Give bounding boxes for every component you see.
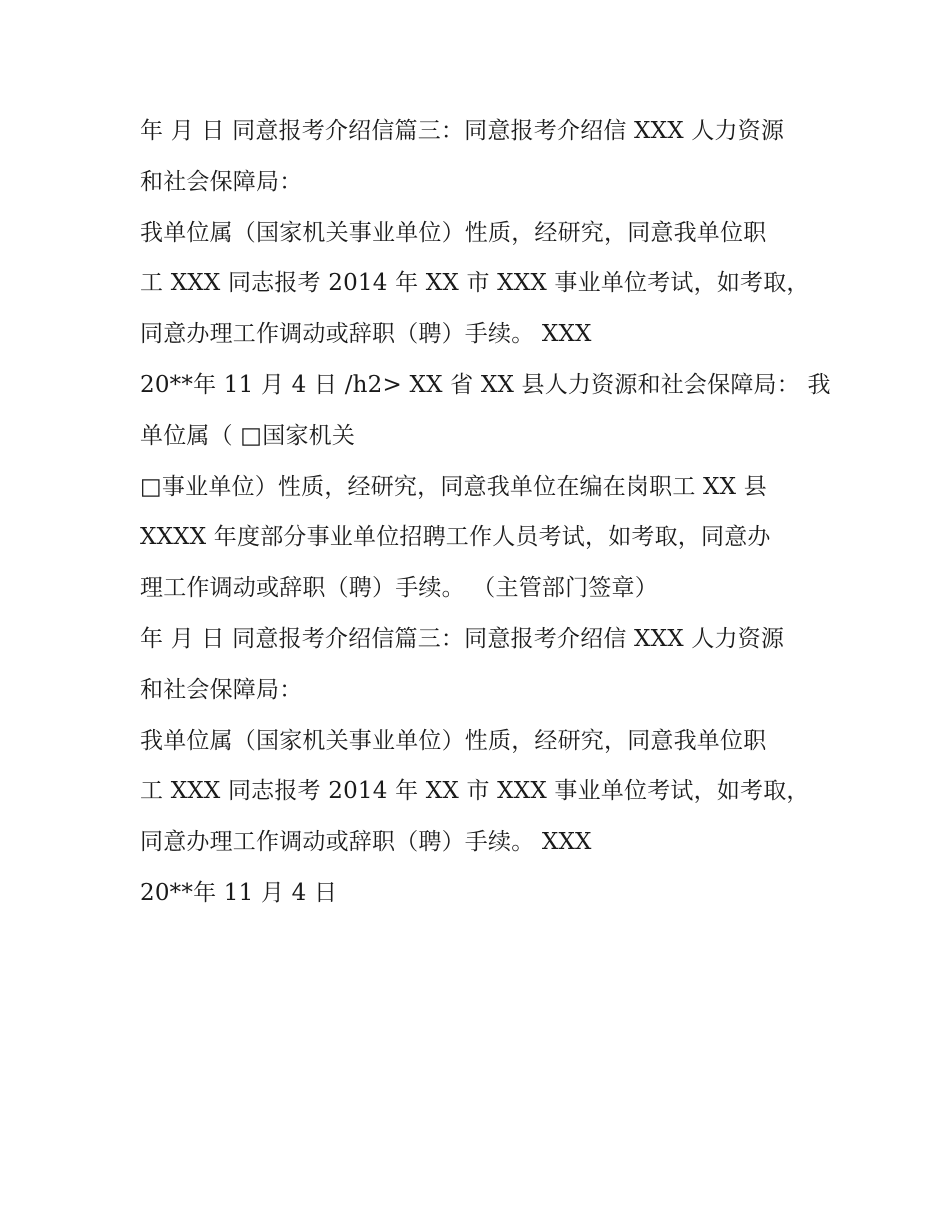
text-line-16: 20**年 11 月 4 日 bbox=[140, 879, 338, 906]
text-line-2: 和社会保障局： bbox=[140, 168, 303, 195]
text-line-7: 单位属（ □国家机关 bbox=[140, 422, 356, 449]
text-line-12: 和社会保障局： bbox=[140, 676, 303, 703]
text-line-6: 20**年 11 月 4 日 /h2> XX 省 XX 县人力资源和社会保障局： 我 bbox=[140, 371, 831, 398]
text-line-10: 理工作调动或辞职（聘）手续。 （主管部门签章） bbox=[140, 575, 658, 602]
text-line-15: 同意办理工作调动或辞职（聘）手续。 XXX bbox=[140, 829, 592, 856]
text-line-9: XXXX 年度部分事业单位招聘工作人员考试，如考取，同意办 bbox=[140, 524, 771, 551]
document-body bbox=[140, 106, 831, 919]
text-line-13: 我单位属（国家机关事业单位）性质，经研究，同意我单位职 bbox=[140, 727, 767, 754]
text-line-14: 工 XXX 同志报考 2014 年 XX 市 XXX 事业单位考试，如考取， bbox=[140, 778, 810, 805]
text-line-1: 年 月 日 同意报考介绍信篇三：同意报考介绍信 XXX 人力资源 bbox=[140, 118, 785, 144]
text-line-8: □事业单位）性质，经研究，同意我单位在编在岗职工 XX 县 bbox=[140, 473, 767, 500]
text-line-4: 工 XXX 同志报考 2014 年 XX 市 XXX 事业单位考试，如考取， bbox=[140, 270, 810, 297]
text-line-3: 我单位属（国家机关事业单位）性质，经研究，同意我单位职 bbox=[140, 219, 767, 246]
text-line-11: 年 月 日 同意报考介绍信篇三：同意报考介绍信 XXX 人力资源 bbox=[140, 625, 785, 652]
text-line-5: 同意办理工作调动或辞职（聘）手续。 XXX bbox=[140, 321, 592, 348]
